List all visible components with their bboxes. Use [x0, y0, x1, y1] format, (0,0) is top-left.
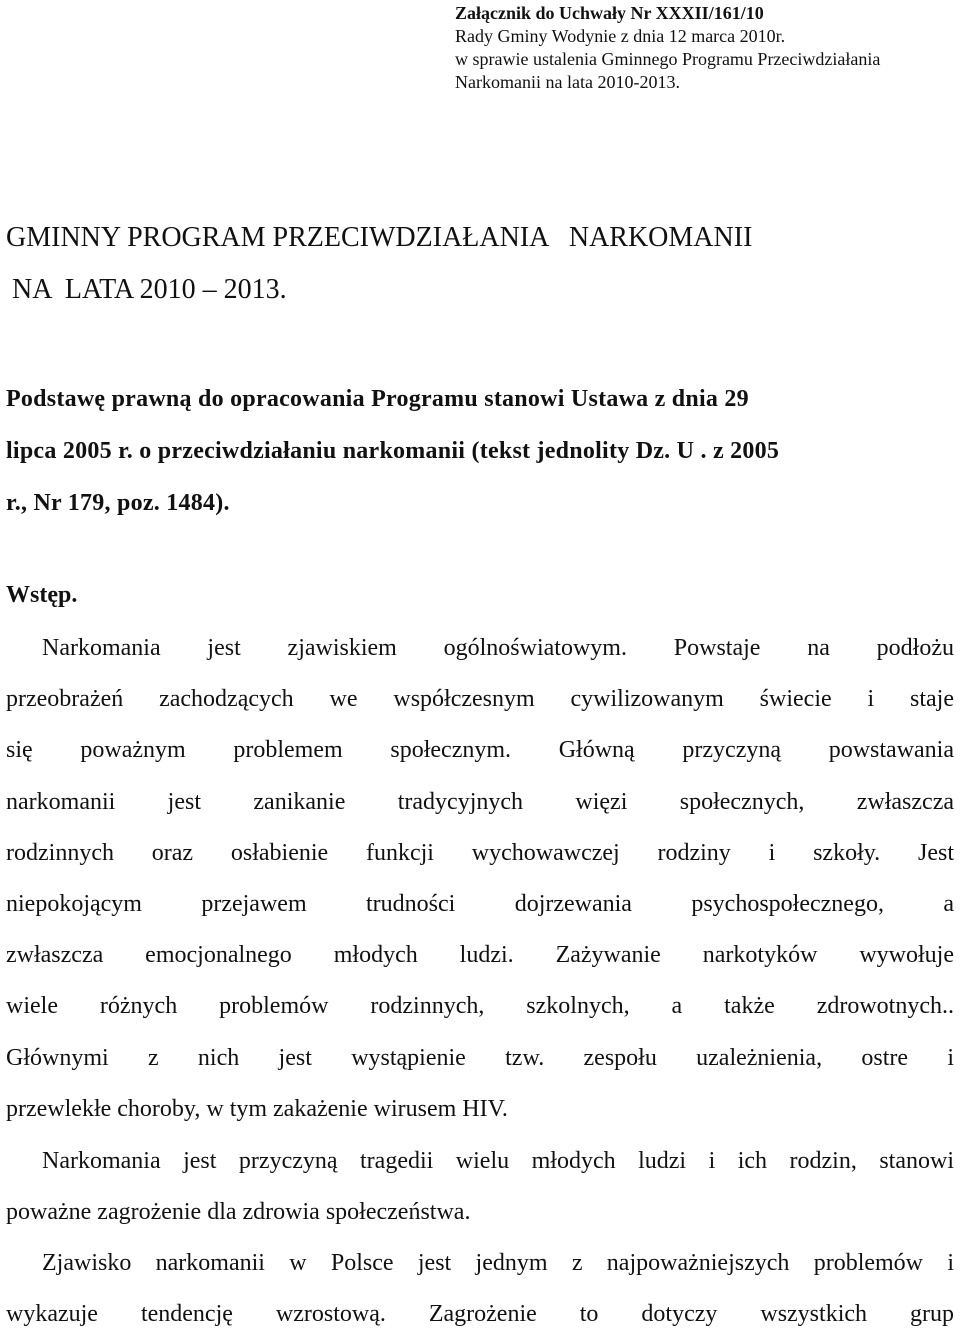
- paragraph-line: rodzinnych oraz osłabienie funkcji wychowawczej rodziny i szkoły. Jest: [6, 839, 954, 866]
- program-title-years: NA LATA 2010 – 2013.: [12, 274, 287, 305]
- paragraph-line: Głównymi z nich jest wystąpienie tzw. zespołu uzależnienia, ostre i: [6, 1044, 954, 1071]
- paragraph-intro: [6, 623, 954, 1135]
- paragraph-line: się poważnym problemem społecznym. Główną przyczyną powstawania: [6, 737, 954, 764]
- paragraph-line: wykazuje tendencję wzrostową. Zagrożenie to dotyczy wszystkich grup: [6, 1301, 954, 1328]
- attachment-title: Załącznik do Uchwały Nr XXXII/161/10: [455, 3, 764, 23]
- legal-basis-line: r., Nr 179, poz. 1484).: [6, 490, 230, 516]
- paragraph-line: Narkomania jest przyczyną tragedii wielu młodych ludzi i ich rodzin, stanowi: [42, 1148, 954, 1174]
- legal-basis-line: lipca 2005 r. o przeciwdziałaniu narkomanii (tekst jednolity Dz. U . z 2005: [6, 438, 780, 464]
- paragraph-line: zwłaszcza emocjonalnego młodych ludzi. Zażywanie narkotyków wywołuje: [6, 942, 954, 969]
- paragraph-line: narkomanii jest zanikanie tradycyjnych więzi społecznych, zwłaszcza: [6, 788, 954, 815]
- section-heading: Wstęp.: [6, 582, 78, 608]
- attachment-subject: w sprawie ustalenia Gminnego Programu Przeciwdziałania: [455, 49, 881, 69]
- paragraph-line: przewlekłe choroby, w tym zakażenie wirusem HIV.: [6, 1095, 508, 1122]
- legal-basis-line: Podstawę prawną do opracowania Programu stanowi Ustawa z dnia 29: [6, 386, 749, 412]
- attachment-subject-cont: Narkomanii na lata 2010-2013.: [455, 72, 680, 92]
- paragraph-poland: [6, 1238, 954, 1340]
- paragraph-line: Zjawisko narkomanii w Polsce jest jednym z najpoważniejszych problemów i: [42, 1250, 954, 1276]
- legal-basis: [6, 373, 954, 529]
- program-title: GMINNY PROGRAM PRZECIWDZIAŁANIA NARKOMANII: [6, 222, 753, 253]
- paragraph-tragedy: [6, 1136, 954, 1238]
- paragraph-line: poważne zagrożenie dla zdrowia społeczeństwa.: [6, 1199, 471, 1226]
- paragraph-line: przeobrażeń zachodzących we współczesnym cywilizowanym świecie i staje: [6, 686, 954, 713]
- paragraph-line: wiele różnych problemów rodzinnych, szkolnych, a także zdrowotnych..: [6, 993, 954, 1020]
- paragraph-line: Narkomania jest zjawiskiem ogólnoświatowym. Powstaje na podłożu: [42, 635, 954, 661]
- attachment-header: [455, 2, 880, 94]
- paragraph-line: niepokojącym przejawem trudności dojrzewania psychospołecznego, a: [6, 891, 954, 918]
- attachment-council-date: Rady Gminy Wodynie z dnia 12 marca 2010r.: [455, 26, 786, 46]
